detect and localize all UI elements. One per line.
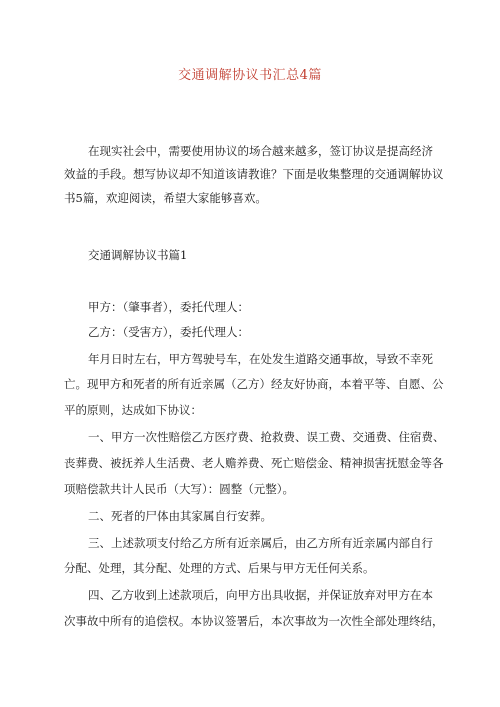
document-title: 交通调解协议书汇总4篇 xyxy=(178,68,322,83)
clause1-line-1: 一、甲方一次性赔偿乙方医疗费、抢救费、误工费、交通费、住宿费、 xyxy=(88,430,445,444)
party-a-line: 甲方：（肇事者），委托代理人： xyxy=(88,300,249,314)
para1-line-3: 平的原则，达成如下协议： xyxy=(64,403,202,417)
clause1-line-2: 丧葬费、被抚养人生活费、老人赡养费、死亡赔偿金、精神损害抚慰金等各 xyxy=(64,456,444,470)
party-b-line: 乙方：（受害方），委托代理人： xyxy=(88,325,249,339)
clause4-line-2: 次事故中所有的追偿权。本协议签署后，本次事故为一次性全部处理终结， xyxy=(64,614,444,628)
intro-line-2: 效益的手段。想写协议却不知道该请教谁？下面是收集整理的交通调解协议 xyxy=(64,167,444,181)
clause4-line-1: 四、乙方收到上述款项后，向甲方出具收据，并保证放弃对甲方在本 xyxy=(88,588,433,602)
intro-line-3: 书5篇，欢迎阅读，希望大家能够喜欢。 xyxy=(64,191,267,205)
para1-line-2: 亡。现甲方和死者的所有近亲属（乙方）经友好协商，本着平等、自愿、公 xyxy=(64,377,444,391)
para1-line-1: 年月日时左右，甲方驾驶号车，在处发生道路交通事故，导致不幸死 xyxy=(88,352,433,366)
clause1-line-3: 项赔偿款共计人民币（大写）：圆整（元整）。 xyxy=(64,482,294,496)
intro-line-1: 在现实社会中，需要使用协议的场合越来越多，签订协议是提高经济 xyxy=(88,144,433,158)
section-heading: 交通调解协议书篇1 xyxy=(88,248,188,262)
clause2-line: 二、死者的尸体由其家属自行安葬。 xyxy=(88,509,272,523)
clause3-line-2: 分配、处理，其分配、处理的方式、后果与甲方无任何关系。 xyxy=(64,561,375,575)
clause3-line-1: 三、上述款项支付给乙方所有近亲属后，由乙方所有近亲属内部自行 xyxy=(88,536,433,550)
